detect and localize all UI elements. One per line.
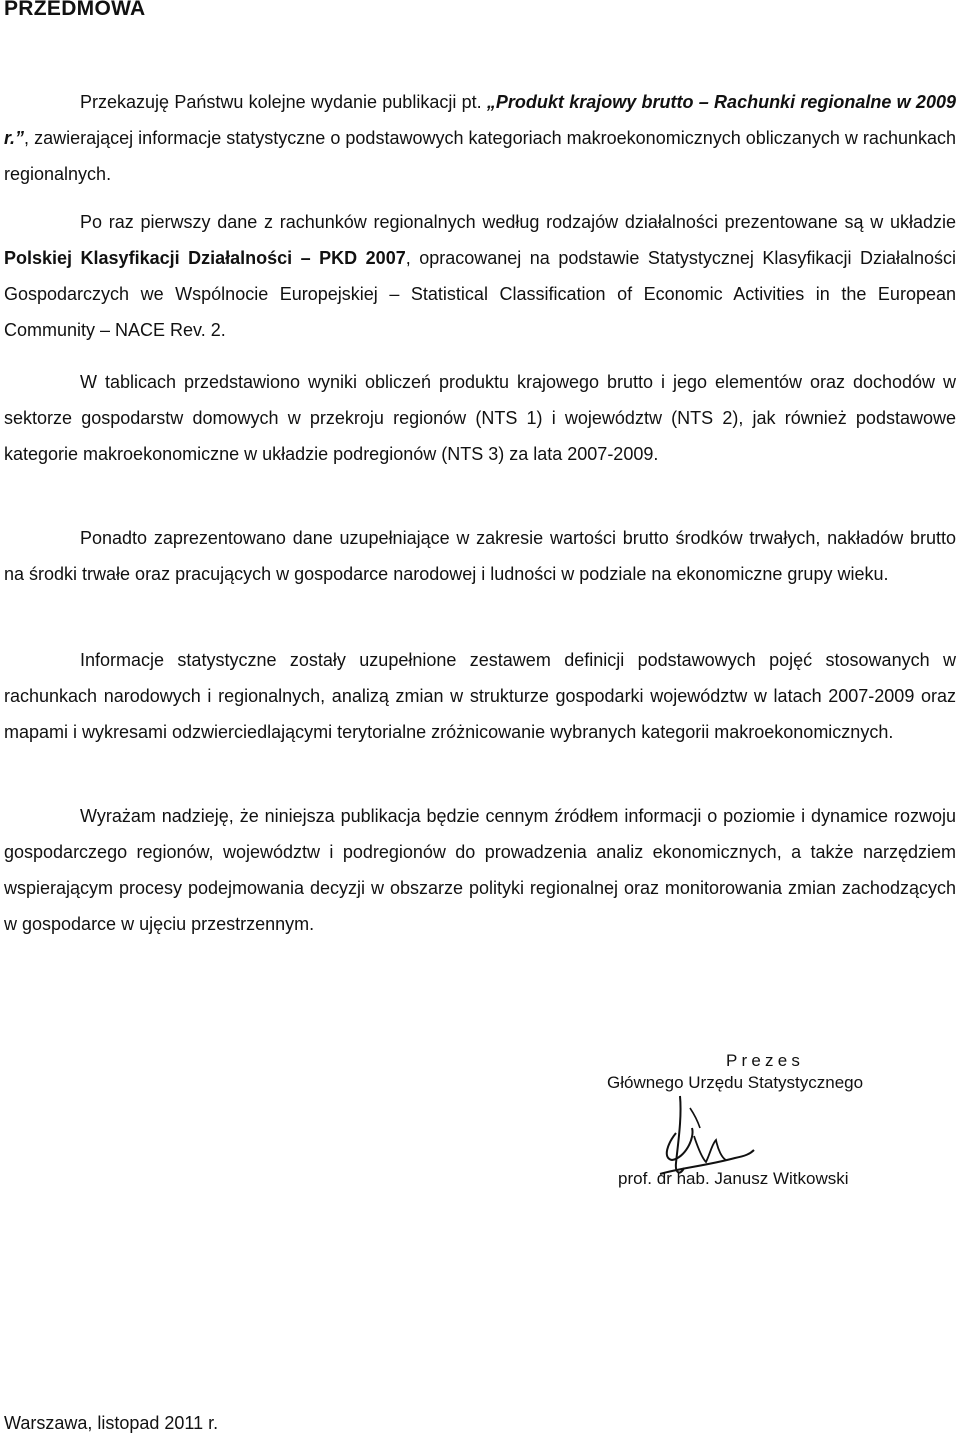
classification-continued: , opracowanej na podstawie Statystycznej Klasyfikacji Działalności Gospodarczych we Wspólnocie Europejskiej – Statistical Classification of Economic Activities in the European Community – NACE Rev. 2.	[4, 248, 956, 340]
paragraph-supplementary: Ponadto zaprezentowano dane uzupełniające w zakresie wartości brutto środków trwałych, nakładów brutto na środki trwałe oraz pracujących w gospodarce narodowej i ludności w podziale na ekonomiczne grupy wieku.	[4, 528, 956, 584]
paragraph-intro	[4, 84, 956, 192]
paragraph-classification	[4, 204, 956, 348]
page-title: PRZEDMOWA	[4, 0, 146, 20]
paragraph-tables: W tablicach przedstawiono wyniki obliczeń produktu krajowego brutto i jego elementów oraz dochodów w sektorze gospodarstw domowych w przekroju regionów (NTS 1) i województw (NTS 2), jak również podstawowe kategorie makroekonomiczne w układzie podregionów (NTS 3) za lata 2007-2009.	[4, 372, 956, 464]
intro-text: Przekazuję Państwu kolejne wydanie publikacji pt.	[80, 92, 487, 112]
signature-office: Głównego Urzędu Statystycznego	[607, 1073, 864, 1092]
classification-name: Polskiej Klasyfikacji Działalności – PKD 2007	[4, 248, 406, 268]
place-and-date: Warszawa, listopad 2011 r.	[4, 1413, 219, 1433]
intro-text-continued: , zawierającej informacje statystyczne o podstawowych kategoriach makroekonomicznych obliczanych w rachunkach regionalnych.	[4, 128, 956, 184]
publication-title: „Produkt krajowy brutto – Rachunki regionalne w 2009 r.”	[4, 92, 956, 148]
signature-name: prof. dr hab. Janusz Witkowski	[618, 1169, 849, 1188]
signature-title: Prezes	[725, 1051, 805, 1070]
classification-intro: Po raz pierwszy dane z rachunków regionalnych według rodzajów działalności prezentowane są w układzie	[80, 212, 956, 232]
paragraph-definitions: Informacje statystyczne zostały uzupełnione zestawem definicji podstawowych pojęć stosowanych w rachunkach narodowych i regionalnych, analizą zmian w strukturze gospodarki województw w latach 2007-2009 oraz mapami i wykresami odzwierciedlającymi terytorialne zróżnicowanie wybranych kategorii makroekonomicznych.	[4, 650, 956, 742]
paragraph-closing: Wyrażam nadzieję, że niniejsza publikacja będzie cennym źródłem informacji o poziomie i dynamice rozwoju gospodarczego regionów, województw i podregionów do prowadzenia analiz ekonomicznych, a także narzędziem wspierającym procesy podejmowania decyzji w obszarze polityki regionalnej oraz monitorowania zmian zachodzących w gospodarce w ujęciu przestrzennym.	[4, 806, 956, 934]
